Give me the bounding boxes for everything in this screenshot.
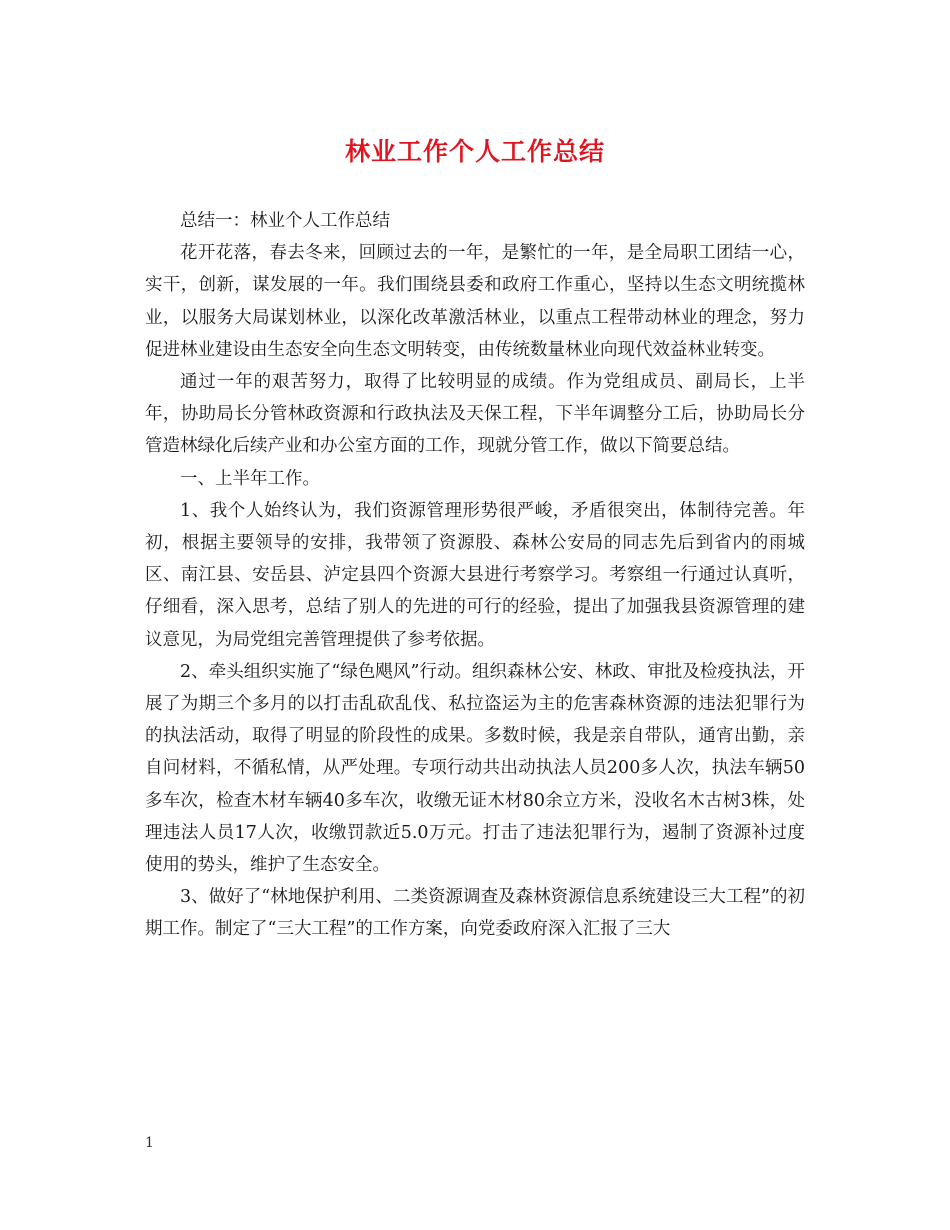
paragraph-section-first-half: 一、上半年工作。 (180, 468, 320, 489)
paragraph-item-3: 3、做好了“林地保护利用、二类资源调查及森林资源信息系统建设三大工程”的初期工作。制定了“三大工程”的工作方案，向党委政府深入汇报了三大 (145, 887, 805, 940)
document-body (145, 205, 805, 946)
paragraph-item-2: 2、牵头组织实施了“绿色飓风”行动。组织森林公安、林政、审批及检疫执法，开展了为期三个多月的以打击乱砍乱伐、私拉盗运为主的危害森林资源的违法犯罪行为的执法活动，取得了明显的阶段性的成果。多数时候，我是亲自带队，通宵出勤，亲自问材料，不循私情，从严处理。专项行动共出动执法人员200多人次，执法车辆50多车次，检查木材车辆40多车次，收缴无证木材80余立方米，没收名木古树3株，处理违法人员17人次，收缴罚款近5.0万元。打击了违法犯罪行为，遏制了资源补过度使用的势头，维护了生态安全。 (145, 661, 805, 876)
page-number: 1 (145, 1135, 154, 1151)
paragraph-achievements: 通过一年的艰苦努力，取得了比较明显的成绩。作为党组成员、副局长，上半年，协助局长分管林政资源和行政执法及天保工程，下半年调整分工后，协助局长分管造林绿化后续产业和办公室方面的工作，现就分管工作，做以下简要总结。 (145, 372, 805, 457)
paragraph-heading-summary-one: 总结一：林业个人工作总结 (180, 211, 390, 231)
paragraph-item-1: 1、我个人始终认为，我们资源管理形势很严峻，矛盾很突出，体制待完善。年初，根据主要领导的安排，我带领了资源股、森林公安局的同志先后到省内的雨城区、南江县、安岳县、泸定县四个资源大县进行考察学习。考察组一行通过认真听，仔细看，深入思考，总结了别人的先进的可行的经验，提出了加强我县资源管理的建议意见，为局党组完善管理提供了参考依据。 (145, 500, 805, 650)
document-title: 林业工作个人工作总结 (344, 137, 605, 166)
paragraph-intro: 花开花落，春去冬来，回顾过去的一年，是繁忙的一年，是全局职工团结一心，实干，创新，谋发展的一年。我们围绕县委和政府工作重心，坚持以生态文明统揽林业，以服务大局谋划林业，以深化改革激活林业，以重点工程带动林业的理念，努力促进林业建设由生态安全向生态文明转变，由传统数量林业向现代效益林业转变。 (145, 243, 805, 360)
